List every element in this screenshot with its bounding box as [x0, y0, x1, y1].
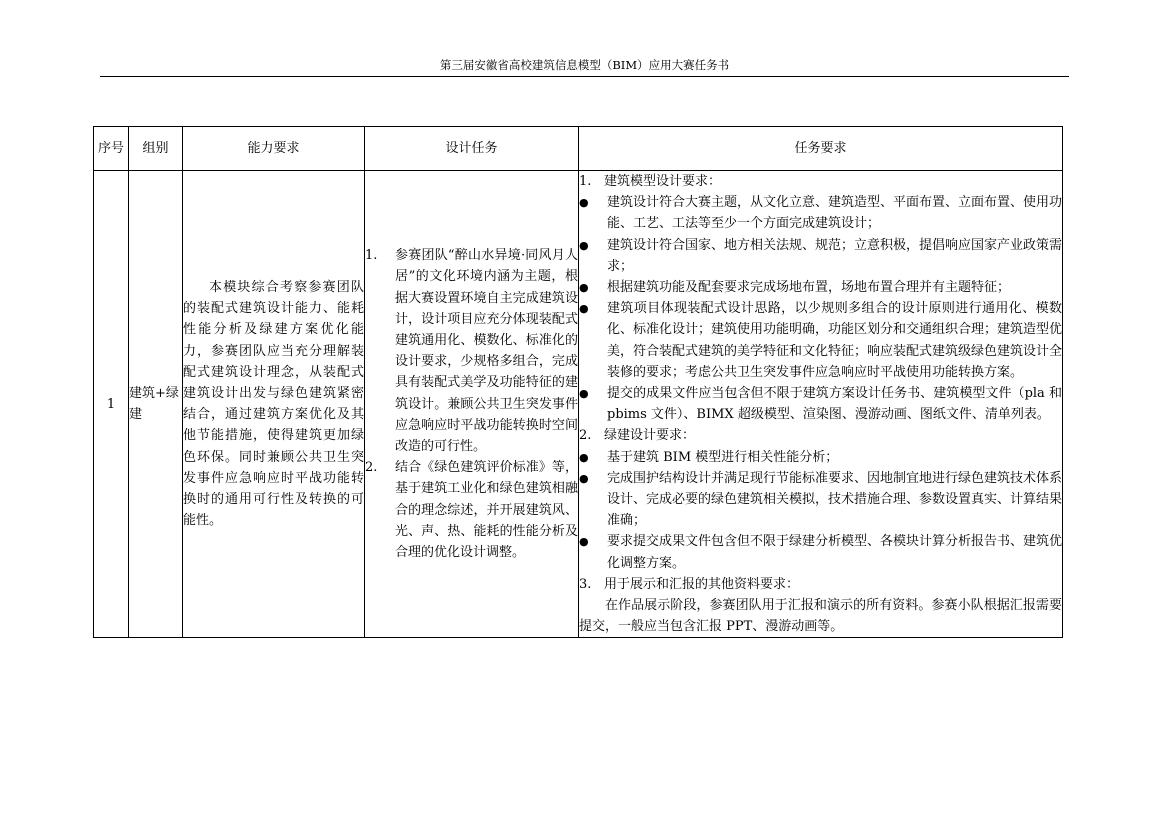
row-requirements [579, 171, 1063, 638]
table-header-row [94, 127, 1063, 171]
req-s1-bullet-5 [579, 383, 1062, 425]
req-s1-bullet-5-text: 提交的成果文件应当包含但不限于建筑方案设计任务书、建筑模型文件（pla 和 pbims 文件）、BIMX 超级模型、渲染图、漫游动画、图纸文件、清单列表。 [607, 386, 1062, 423]
bullet-icon: ● [579, 450, 589, 464]
design-item-1-text: 参赛团队“醉山水异境·同风月人居”的文化环境内涵为主题，根据大赛设置环境自主完成建筑设计，设计项目应充分体现装配式建筑通用化、模数化、标准化的设计要求，少规格多组合，完成具有装配式美学及功能特征的建筑设计。兼顾公共卫生突发事件应急响应时平战功能转换时空间改造的可行性。 [395, 248, 578, 455]
header-seq: 序号 [94, 127, 129, 171]
table-row [94, 171, 1063, 638]
req-s2-bullet-1-text: 基于建筑 BIM 模型进行相关性能分析； [607, 449, 839, 465]
req-s1-bullet-4 [579, 298, 1062, 383]
design-item-2 [365, 457, 578, 563]
bullet-icon: ● [579, 281, 589, 295]
req-s2-bullet-2-text: 完成围护结构设计并满足现行节能标准要求、因地制宜地进行绿色建筑技术体系设计、完成必要的绿色建筑相关模拟，技术措施合理、参数设置真实、计算结果准确； [607, 470, 1063, 529]
task-table [93, 126, 1063, 638]
req-s1-bullet-2 [579, 235, 1062, 277]
req-s1-bullet-1-text: 建筑设计符合大赛主题，从文化立意、建筑造型、平面布置、立面布置、使用功能、工艺、工法等至少一个方面完成建筑设计； [607, 195, 1063, 232]
bullet-icon: ● [579, 196, 589, 210]
row-ability [183, 171, 365, 638]
bullet-icon: ● [579, 535, 589, 549]
req-section-1-heading: 建筑模型设计要求： [604, 174, 722, 189]
bullet-icon: ● [579, 471, 589, 485]
row-seq: 1 [94, 171, 129, 638]
req-s2-bullet-1 [579, 447, 1062, 468]
header-requirements: 任务要求 [579, 127, 1063, 171]
bullet-icon: ● [579, 238, 589, 252]
req-s1-bullet-1 [579, 192, 1062, 234]
design-item-1 [365, 245, 578, 457]
header-divider [100, 76, 1069, 77]
req-section-1-title [579, 171, 1062, 192]
design-item-2-marker: 2. [365, 460, 378, 476]
req-section-3-paragraph: 在作品展示阶段，参赛团队用于汇报和演示的所有资料。参赛小队根据汇报需要提交，一般应当包含汇报 PPT、漫游动画等。 [579, 598, 1062, 635]
row-group: 建筑+绿建 [129, 171, 183, 638]
header-ability: 能力要求 [183, 127, 365, 171]
design-item-2-text: 结合《绿色建筑评价标准》等，基于建筑工业化和绿色建筑相融合的理念综述，并开展建筑风、光、声、热、能耗的性能分析及合理的优化设计调整。 [395, 460, 578, 561]
req-section-2-title [579, 425, 1062, 446]
req-s1-bullet-4-text: 建筑项目体现装配式设计思路，以少规则多组合的设计原则进行通用化、模数化、标准化设计；建筑使用功能明确，功能区划分和交通组织合理；建筑造型优美，符合装配式建筑的美学特征和文化特征；响应装配式建筑级绿色建筑设计全装修的要求；考虑公共卫生突发事件应急响应时平战使用功能转换方案。 [607, 301, 1063, 380]
req-s2-bullet-3 [579, 531, 1062, 573]
row-design [365, 171, 579, 638]
req-s1-bullet-3-text: 根据建筑功能及配套要求完成场地布置，场地布置合理并有主题特征； [607, 280, 1011, 296]
req-section-3-title [579, 574, 1062, 595]
bullet-icon: ● [579, 302, 589, 316]
req-section-2-marker: 2. [579, 428, 592, 444]
req-s1-bullet-2-text: 建筑设计符合国家、地方相关法规、规范；立意积极，提倡响应国家产业政策需求； [607, 237, 1063, 274]
header-group: 组别 [129, 127, 183, 171]
ability-text: 本模块综合考察参赛团队的装配式建筑设计能力、能耗性能分析及绿建方案优化能力，参赛团队应当充分理解装配式建筑设计理念，从装配式建筑设计出发与绿色建筑紧密结合，通过建筑方案优化及其他节能措施，使得建筑更加绿色环保。同时兼顾公共卫生突发事件应急响应时平战功能转换时的通用可行性及转换的可能性。 [183, 280, 364, 529]
bullet-icon: ● [579, 387, 589, 401]
design-item-1-marker: 1. [365, 248, 378, 264]
req-s1-bullet-3 [579, 277, 1062, 298]
header-design: 设计任务 [365, 127, 579, 171]
req-section-3-heading: 用于展示和汇报的其他资料要求： [604, 576, 800, 592]
req-section-3-marker: 3. [579, 576, 592, 592]
document-header: 第三届安徽省高校建筑信息模型（BIM）应用大赛任务书 [439, 58, 730, 72]
req-section-1-marker: 1. [579, 174, 592, 189]
req-s2-bullet-3-text: 要求提交成果文件包含但不限于绿建分析模型、各模块计算分析报告书、建筑优化调整方案。 [607, 534, 1063, 571]
req-section-2-heading: 绿建设计要求： [604, 428, 696, 444]
req-s2-bullet-2 [579, 468, 1062, 532]
